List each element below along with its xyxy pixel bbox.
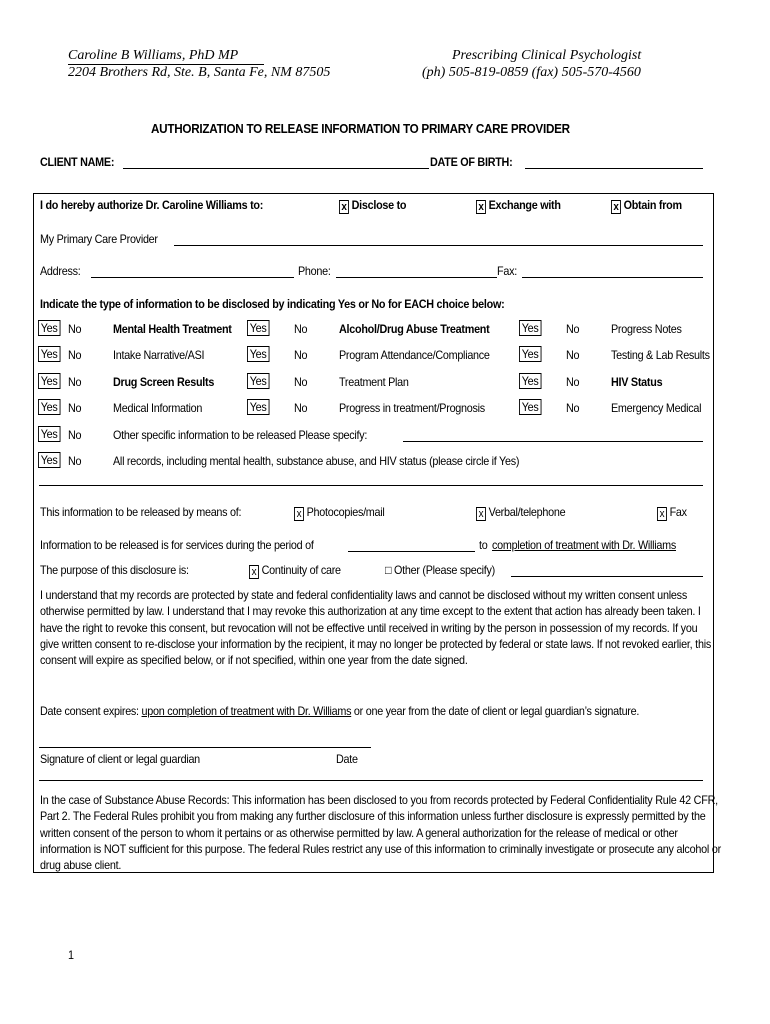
phone-field[interactable] [336, 277, 497, 278]
yes-option[interactable]: Yes [247, 373, 269, 389]
no-option[interactable]: No [68, 428, 82, 442]
means-label: This information to be released by means of: [40, 505, 242, 519]
period-end: completion of treatment with Dr. Williams [492, 538, 676, 552]
instruction-text: Indicate the type of information to be disclosed by indicating Yes or No for EACH choice below: [40, 297, 505, 311]
no-option[interactable]: No [566, 348, 580, 362]
no-option[interactable]: No [566, 322, 580, 336]
yes-option[interactable]: Yes [38, 373, 60, 389]
provider-label: My Primary Care Provider [40, 232, 158, 246]
address-label: Address: [40, 264, 81, 278]
yes-option[interactable]: Yes [38, 320, 60, 336]
disclose-to-checkbox[interactable]: x Disclose to [339, 198, 406, 214]
fax-checkbox[interactable]: x Fax [657, 505, 687, 521]
provider-field[interactable] [174, 245, 703, 246]
item-treatment-plan: Treatment Plan [339, 375, 409, 389]
other-purpose-field[interactable] [511, 576, 703, 577]
client-name-field[interactable] [123, 168, 429, 169]
provider-address: 2204 Brothers Rd, Ste. B, Santa Fe, NM 87505 [68, 65, 331, 80]
item-hiv-status: HIV Status [611, 375, 663, 389]
other-purpose-checkbox[interactable]: □ Other (Please specify) [385, 563, 495, 577]
yes-option[interactable]: Yes [519, 346, 541, 362]
fax-label: Fax: [497, 264, 517, 278]
yes-option[interactable]: Yes [38, 426, 60, 442]
obtain-from-checkbox[interactable]: x Obtain from [611, 198, 682, 214]
no-option[interactable]: No [294, 348, 308, 362]
all-records-label: All records, including mental health, substance abuse, and HIV status (please circle if Yes) [113, 454, 520, 468]
other-specific-field[interactable] [403, 441, 703, 442]
divider [39, 780, 703, 781]
authorize-label: I do hereby authorize Dr. Caroline Williams to: [40, 198, 264, 212]
exchange-with-checkbox[interactable]: x Exchange with [476, 198, 561, 214]
yes-option[interactable]: Yes [38, 346, 60, 362]
address-field[interactable] [91, 277, 294, 278]
dob-label: DATE OF BIRTH: [430, 155, 513, 169]
item-testing-lab: Testing & Lab Results [611, 348, 710, 362]
item-mental-health: Mental Health Treatment [113, 322, 232, 336]
no-option[interactable]: No [294, 375, 308, 389]
yes-option[interactable]: Yes [519, 399, 541, 415]
period-to: to [479, 538, 488, 552]
no-option[interactable]: No [566, 401, 580, 415]
item-drug-screen: Drug Screen Results [113, 375, 215, 389]
yes-option[interactable]: Yes [519, 320, 541, 336]
item-emergency-medical: Emergency Medical [611, 401, 702, 415]
yes-option[interactable]: Yes [519, 373, 541, 389]
purpose-label: The purpose of this disclosure is: [40, 563, 189, 577]
client-name-label: CLIENT NAME: [40, 155, 115, 169]
expires-line: Date consent expires: upon completion of treatment with Dr. Williams or one year from the date of client or legal guardian’s signature. [40, 704, 640, 718]
yes-option[interactable]: Yes [38, 399, 60, 415]
item-progress-notes: Progress Notes [611, 322, 682, 336]
period-label: Information to be released is for services during the period of [40, 538, 314, 552]
continuity-checkbox[interactable]: x Continuity of care [249, 563, 341, 579]
item-alcohol-drug: Alcohol/Drug Abuse Treatment [339, 322, 490, 336]
substance-abuse-paragraph: In the case of Substance Abuse Records: This information has been disclosed to you from records protected by Federal Confidentiality Rule 42 CFR, Part 2. The Federal Rules prohibit you from making any further disclosure of this information unless further disclosure is expressly permitted by the written consent of the person to whom it pertains or as otherwise permitted by law. A general authorization for the release of medical or other information is NOT sufficient for this purpose. The federal Rules restrict any use of this information to criminally investigate or prosecute any alcohol or drug abuse client. [40, 793, 722, 873]
item-progress-treatment: Progress in treatment/Prognosis [339, 401, 485, 415]
divider [39, 485, 703, 486]
photocopies-checkbox[interactable]: x Photocopies/mail [294, 505, 385, 521]
no-option[interactable]: No [68, 454, 82, 468]
no-option[interactable]: No [68, 322, 82, 336]
item-medical-info: Medical Information [113, 401, 203, 415]
period-start-field[interactable] [348, 551, 475, 552]
signature-label: Signature of client or legal guardian [40, 752, 200, 766]
consent-paragraph: I understand that my records are protected by state and federal confidentiality laws and cannot be disclosed without my written consent unless otherwise permitted by law. I understand that I may revoke this authorization at any time except to the extent that action has already been taken. I have the right to revoke this consent, but revocation will not be effective until received in writing by the person in possession of my records. If you give written consent to re-disclose your information by the recipient, it may no longer be protected by federal or state laws. If not revoked earlier, this consent will expire as specified below, or if not specified, within one year from the date signed. [40, 588, 712, 668]
page-number: 1 [68, 948, 74, 962]
item-intake-narrative: Intake Narrative/ASI [113, 348, 205, 362]
signature-field[interactable] [39, 747, 371, 748]
provider-title: Prescribing Clinical Psychologist [452, 48, 642, 63]
yes-option[interactable]: Yes [38, 452, 60, 468]
phone-label: Phone: [298, 264, 331, 278]
item-program-attendance: Program Attendance/Compliance [339, 348, 490, 362]
no-option[interactable]: No [68, 348, 82, 362]
yes-option[interactable]: Yes [247, 320, 269, 336]
form-frame [33, 193, 714, 873]
yes-option[interactable]: Yes [247, 399, 269, 415]
other-specific-label: Other specific information to be released Please specify: [113, 428, 368, 442]
no-option[interactable]: No [68, 375, 82, 389]
no-option[interactable]: No [294, 401, 308, 415]
no-option[interactable]: No [566, 375, 580, 389]
fax-field[interactable] [522, 277, 703, 278]
yes-option[interactable]: Yes [247, 346, 269, 362]
page-title: AUTHORIZATION TO RELEASE INFORMATION TO PRIMARY CARE PROVIDER [151, 121, 570, 136]
dob-field[interactable] [525, 168, 703, 169]
date-label: Date [336, 752, 358, 766]
no-option[interactable]: No [68, 401, 82, 415]
no-option[interactable]: No [294, 322, 308, 336]
provider-phone-fax: (ph) 505-819-0859 (fax) 505-570-4560 [422, 65, 641, 80]
verbal-checkbox[interactable]: x Verbal/telephone [476, 505, 565, 521]
provider-name: Caroline B Williams, PhD MP [68, 48, 239, 63]
